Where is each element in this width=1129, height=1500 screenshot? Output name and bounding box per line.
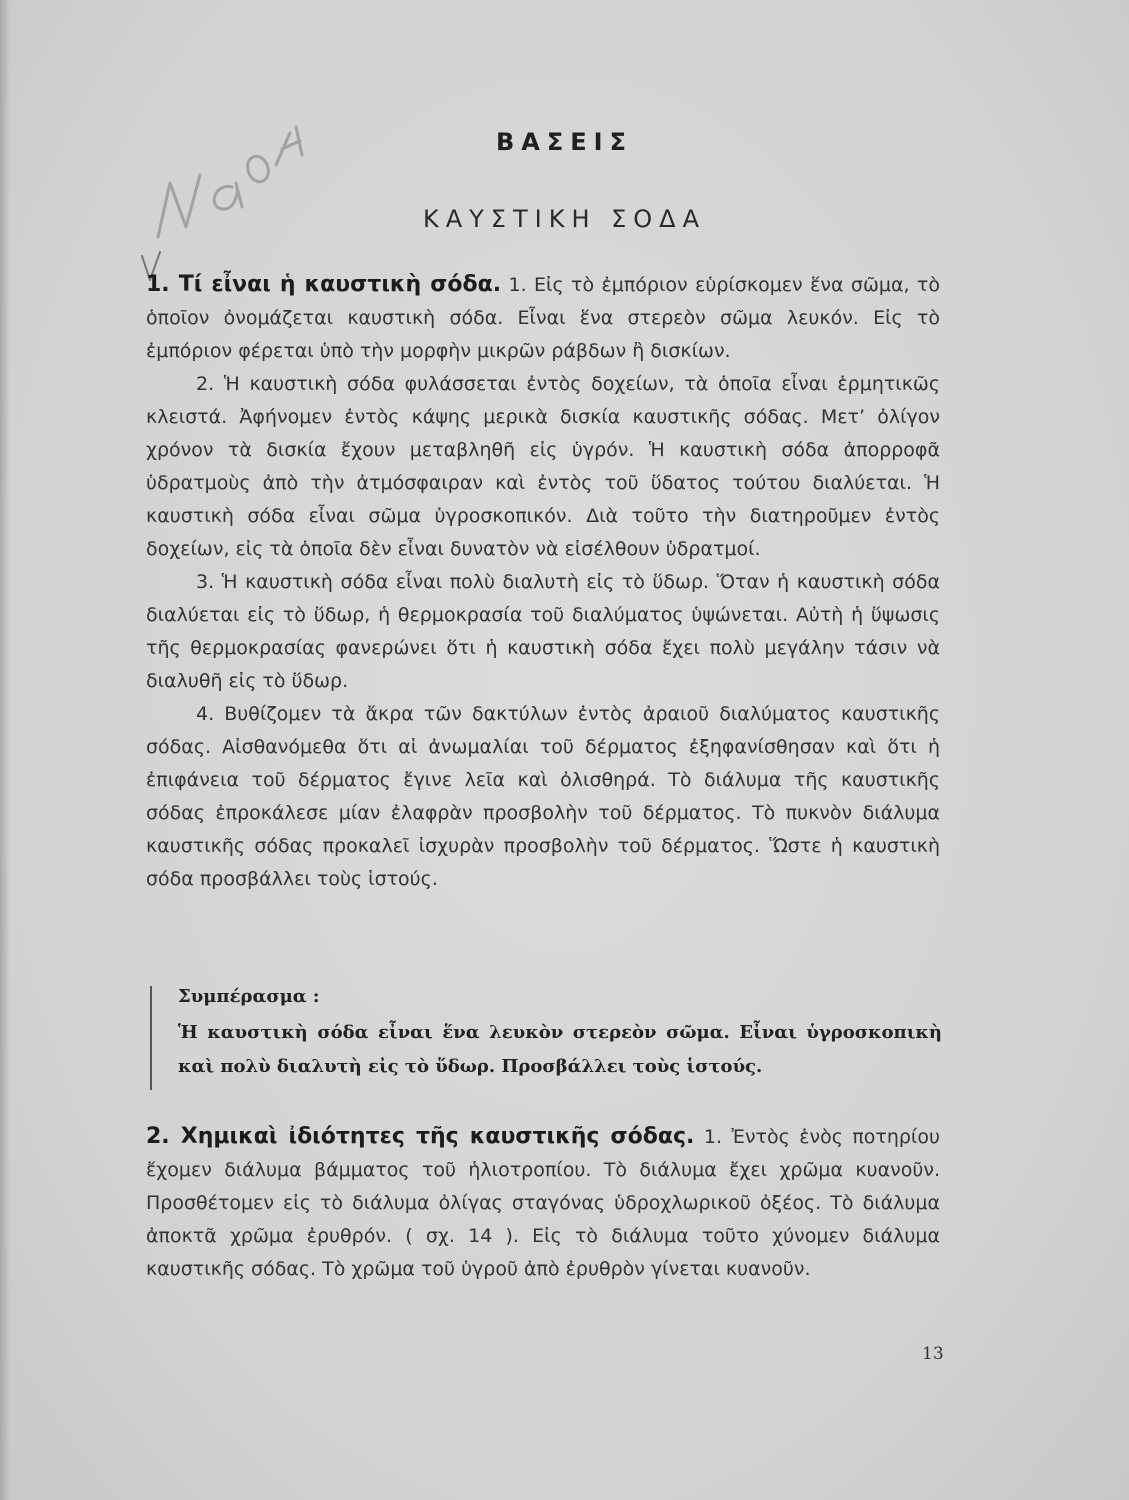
- section-1: [146, 268, 940, 896]
- section-1-paragraph-1: [146, 268, 940, 368]
- section-1-paragraph-2: 2. Ἡ καυστικὴ σόδα φυλάσσεται ἐντὸς δοχείων, τὰ ὁποῖα εἶναι ἑρμητικῶς κλειστά. Ἀφήνομεν ἐντὸς κάψης μερικὰ δισκία καυστικῆς σόδας. Μετ’ ὀλίγον χρόνον τὰ δισκία ἔχουν μεταβληθῆ εἰς ὑγρόν. Ἡ καυστικὴ σόδα ἀπορροφᾶ ὑδρατμοὺς ἀπὸ τὴν ἀτμόσφαιραν καὶ ἐντὸς τοῦ ὕδατος τούτου διαλύεται. Ἡ καυστικὴ σόδα εἶναι σῶμα ὑγροσκοπικόν. Διὰ τοῦτο τὴν διατηροῦμεν ἐντὸς δοχείων, εἰς τὰ ὁποῖα δὲν εἶναι δυνατὸν νὰ εἰσέλθουν ὑδρατμοί.: [146, 373, 940, 560]
- chapter-heading: ΒΑΣΕΙΣ: [496, 128, 633, 156]
- section-1-title: 1. Τί εἶναι ἡ καυστικὴ σόδα.: [146, 272, 502, 297]
- section-2-para-1-text: 1. Ἐντὸς ἑνὸς ποτηρίου ἔχομεν διάλυμα βάμματος τοῦ ἡλιοτροπίου. Τὸ διάλυμα ἔχει χρῶμα κυανοῦν. Προσθέτομεν εἰς τὸ διάλυμα ὀλίγας σταγόνας ὑδροχλωρικοῦ ὀξέος. Τὸ διάλυμα ἀποκτᾶ χρῶμα ἐρυθρόν. ( σχ. 14 ). Εἰς τὸ διάλυμα τοῦτο χύνομεν διάλυμα καυστικῆς σόδας. Τὸ χρῶμα τοῦ ὑγροῦ ἀπὸ ἐρυθρὸν γίνεται κυανοῦν.: [146, 1126, 940, 1280]
- section-2-title: 2. Χημικαὶ ἰδιότητες τῆς καυστικῆς σόδας.: [146, 1124, 695, 1149]
- conclusion-title: Συμπέρασμα :: [178, 986, 320, 1007]
- conclusion-body: Ἡ καυστικὴ σόδα εἶναι ἕνα λευκὸν στερεὸν σῶμα. Εἶναι ὑγροσκοπικὴ καὶ πολὺ διαλυτὴ εἰς τὸ ὕδωρ. Προσβάλλει τοὺς ἱστούς.: [178, 1022, 942, 1077]
- section-1-paragraph-4: 4. Βυθίζομεν τὰ ἄκρα τῶν δακτύλων ἐντὸς ἀραιοῦ διαλύματος καυστικῆς σόδας. Αἰσθανόμεθα ὅτι αἱ ἀνωμαλίαι τοῦ δέρματος ἐξηφανίσθησαν καὶ ὅτι ἡ ἐπιφάνεια τοῦ δέρματος ἔγινε λεῖα καὶ ὀλισθηρά. Τὸ διάλυμα τῆς καυστικῆς σόδας ἐπροκάλεσε μίαν ἐλαφρὰν προσβολὴν τοῦ δέρματος. Τὸ πυκνὸν διάλυμα καυστικῆς σόδας προκαλεῖ ἰσχυρὰν προσβολὴν τοῦ δέρματος. Ὥστε ἡ καυστικὴ σόδα προσβάλλει τοὺς ἱστούς.: [146, 703, 940, 890]
- page-number: 13: [922, 1344, 944, 1364]
- section-1-para-1-text: 1. Εἰς τὸ ἐμπόριον εὑρίσκομεν ἕνα σῶμα, τὸ ὁποῖον ὀνομάζεται καυστικὴ σόδα. Εἶναι ἕνα στερεὸν σῶμα λευκόν. Εἰς τὸ ἐμπόριον φέρεται ὑπὸ τὴν μορφὴν μικρῶν ράβδων ἢ δισκίων.: [146, 274, 940, 362]
- section-1-paragraph-3: 3. Ἡ καυστικὴ σόδα εἶναι πολὺ διαλυτὴ εἰς τὸ ὕδωρ. Ὅταν ἡ καυστικὴ σόδα διαλύεται εἰς τὸ ὕδωρ, ἡ θερμοκρασία τοῦ διαλύματος ὑψώνεται. Αὐτὴ ἡ ὕψωσις τῆς θερμοκρασίας φανερώνει ὅτι ἡ καυστικὴ σόδα ἔχει πολὺ μεγάλην τάσιν νὰ διαλυθῆ εἰς τὸ ὕδωρ.: [146, 571, 940, 692]
- chapter-subheading: ΚΑΥΣΤΙΚΗ ΣΟΔΑ: [422, 205, 707, 233]
- conclusion-box: [150, 986, 942, 1090]
- section-2: [146, 1120, 940, 1286]
- section-2-paragraph-1: [146, 1120, 940, 1286]
